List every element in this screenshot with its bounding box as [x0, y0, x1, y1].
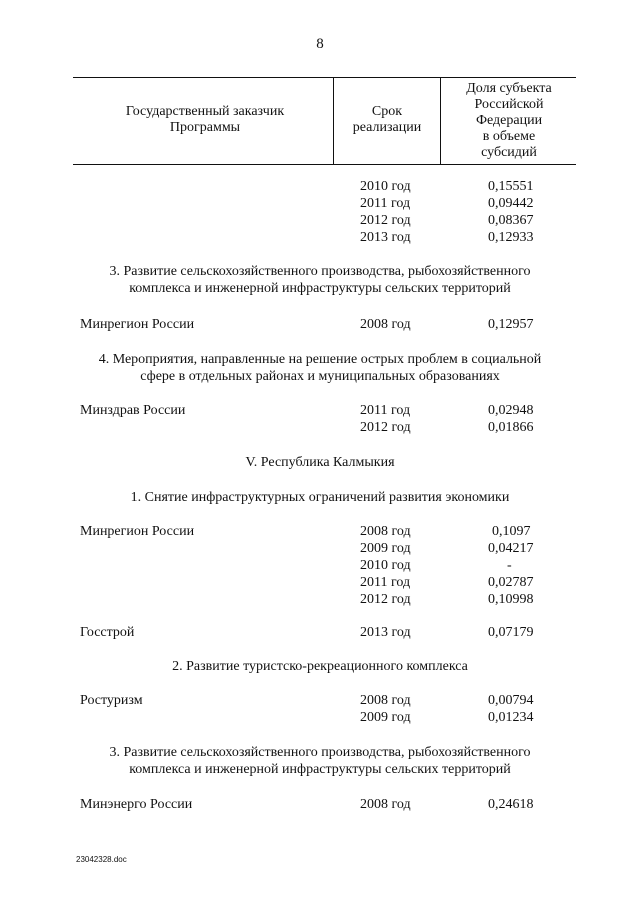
header-share-line: Федерации: [475, 113, 543, 128]
customer-cell: Минздрав России: [80, 403, 186, 418]
header-share: [444, 81, 574, 161]
share-cell: 0,01234: [488, 710, 534, 725]
share-cell: 0,02787: [488, 575, 534, 590]
customer-cell: Ростуризм: [80, 693, 143, 708]
share-cell: 0,01866: [488, 420, 534, 435]
year-cell: 2011 год: [360, 196, 411, 211]
region-heading: V. Республика Калмыкия: [245, 455, 395, 470]
share-cell: 0,12933: [488, 230, 534, 245]
header-customer: Государственный заказчик Программы: [125, 104, 285, 135]
share-cell: -: [507, 558, 512, 573]
section-heading: сфере в отдельных районах и муниципальных образованиях: [140, 369, 500, 384]
year-cell: 2008 год: [360, 524, 411, 539]
share-cell: 0,1097: [492, 524, 531, 539]
year-cell: 2009 год: [360, 710, 411, 725]
year-cell: 2010 год: [360, 558, 411, 573]
share-cell: 0,09442: [488, 196, 534, 211]
year-cell: 2008 год: [360, 317, 411, 332]
header-divider-2: [440, 77, 441, 164]
customer-cell: Госстрой: [80, 625, 135, 640]
section-heading: 1. Снятие инфраструктурных ограничений развития экономики: [130, 490, 510, 505]
share-cell: 0,04217: [488, 541, 534, 556]
header-term: Срок реализации: [352, 104, 422, 135]
file-name-footer: 23042328.doc: [76, 855, 127, 864]
section-heading: комплекса и инженерной инфраструктуры сельских территорий: [129, 762, 511, 777]
year-cell: 2012 год: [360, 420, 411, 435]
section-heading: 2. Развитие туристско-рекреационного комплекса: [172, 659, 468, 674]
customer-cell: Минрегион России: [80, 317, 195, 332]
year-cell: 2011 год: [360, 575, 411, 590]
customer-cell: Минэнерго России: [80, 797, 193, 812]
header-share-line: Доля субъекта: [466, 81, 552, 96]
share-cell: 0,24618: [488, 797, 534, 812]
header-bottom-rule: [73, 164, 576, 165]
share-cell: 0,08367: [488, 213, 534, 228]
share-cell: 0,02948: [488, 403, 534, 418]
section-heading: 3. Развитие сельскохозяйственного производства, рыбохозяйственного: [109, 264, 531, 279]
year-cell: 2013 год: [360, 625, 411, 640]
header-share-line: Российской: [474, 97, 544, 112]
share-cell: 0,15551: [488, 179, 534, 194]
year-cell: 2009 год: [360, 541, 411, 556]
year-cell: 2010 год: [360, 179, 411, 194]
year-cell: 2013 год: [360, 230, 411, 245]
header-top-rule: [73, 77, 576, 78]
year-cell: 2008 год: [360, 693, 411, 708]
share-cell: 0,07179: [488, 625, 534, 640]
section-heading: 4. Мероприятия, направленные на решение острых проблем в социальной: [98, 352, 542, 367]
header-share-line: субсидий: [481, 145, 537, 160]
share-cell: 0,10998: [488, 592, 534, 607]
section-heading: комплекса и инженерной инфраструктуры сельских территорий: [129, 281, 511, 296]
section-heading: 3. Развитие сельскохозяйственного производства, рыбохозяйственного: [109, 745, 531, 760]
year-cell: 2012 год: [360, 213, 411, 228]
share-cell: 0,00794: [488, 693, 534, 708]
year-cell: 2008 год: [360, 797, 411, 812]
share-cell: 0,12957: [488, 317, 534, 332]
year-cell: 2012 год: [360, 592, 411, 607]
header-divider-1: [333, 77, 334, 164]
customer-cell: Минрегион России: [80, 524, 195, 539]
header-share-line: в объеме: [482, 129, 536, 144]
year-cell: 2011 год: [360, 403, 411, 418]
page-number: 8: [316, 36, 324, 52]
